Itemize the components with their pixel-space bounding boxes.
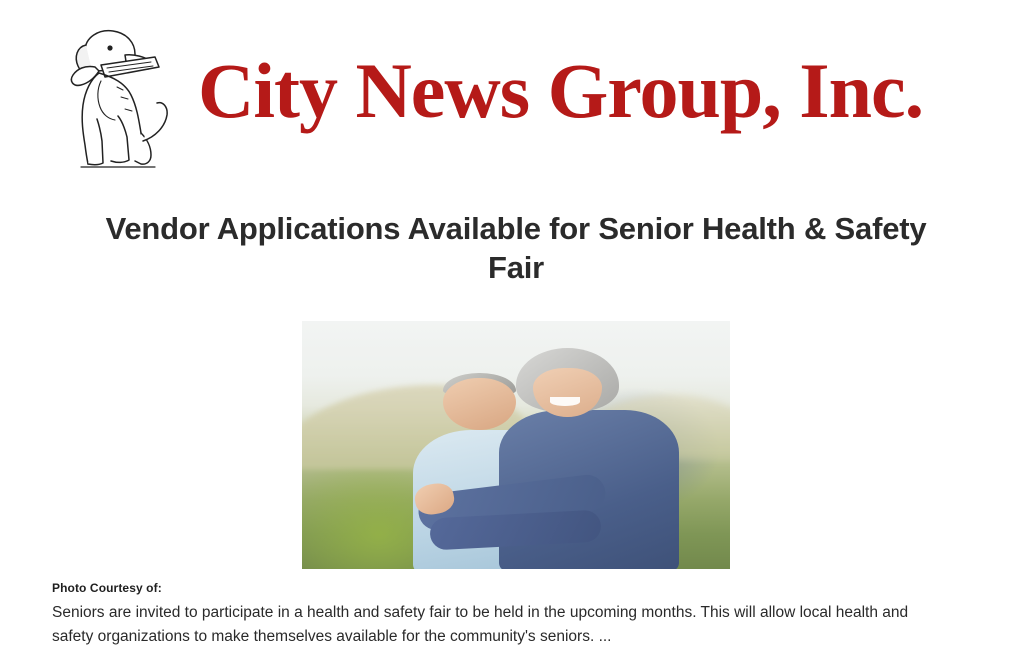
photo-woman-smile (550, 397, 580, 405)
masthead-title: City News Group, Inc. (198, 46, 924, 134)
article-image (302, 321, 730, 569)
retriever-dog-with-newspaper-icon (55, 21, 180, 171)
masthead (0, 0, 1032, 188)
photo-credit-label: Photo Courtesy of: (52, 580, 162, 595)
senior-couple-photo (302, 321, 730, 569)
page-title: Vendor Applications Available for Senior Health & Safety Fair (105, 211, 927, 285)
photo-man-head (443, 378, 516, 430)
masthead-logo[interactable] (55, 18, 980, 173)
article-body: Seniors are invited to participate in a health and safety fair to be held in the upcoming months. This will allow local health and safety organizations to make themselves available for the community's seniors. ... (52, 603, 909, 645)
